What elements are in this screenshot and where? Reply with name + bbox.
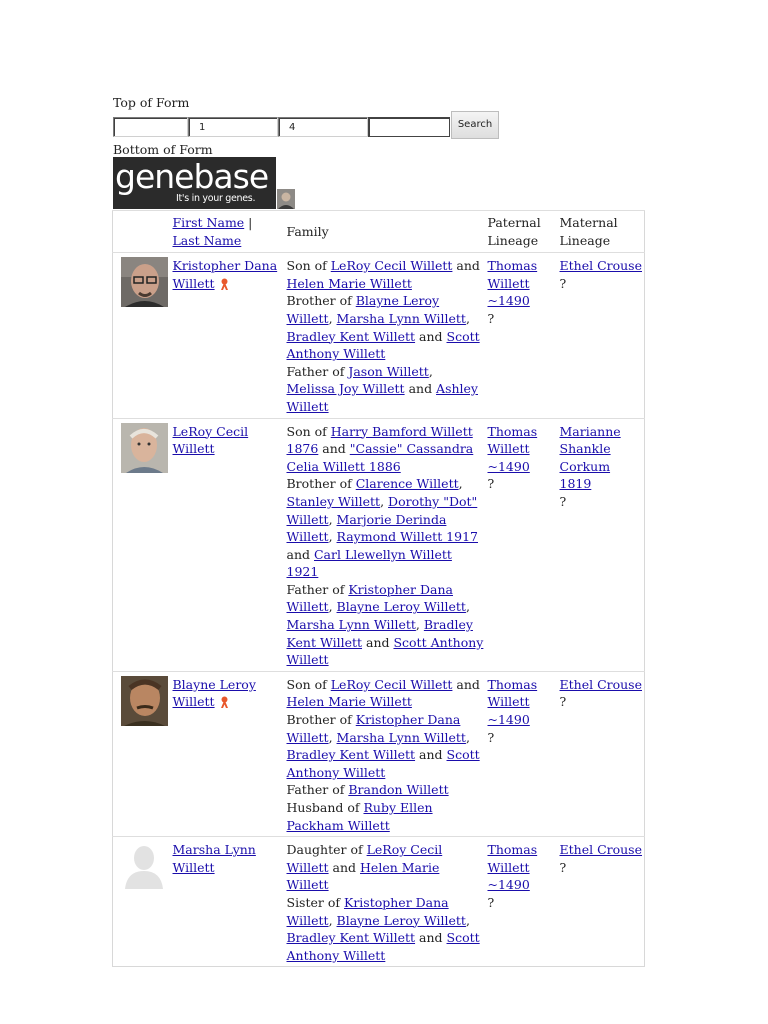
- family-text: and: [362, 634, 394, 650]
- paternal-unknown: ?: [487, 310, 495, 326]
- relative-link[interactable]: "Cassie" Cassandra Celia Willett 1886: [286, 441, 474, 474]
- maternal-lineage-link[interactable]: Ethel Crouse: [559, 676, 642, 692]
- header-family: Family: [285, 211, 486, 253]
- relative-link[interactable]: Ruby Ellen Packham Willett: [286, 800, 433, 833]
- family-text: ,: [428, 363, 433, 379]
- relative-link[interactable]: Helen Marie Willett: [286, 275, 412, 291]
- header-photo: [113, 211, 171, 253]
- relative-link[interactable]: Kristopher Dana Willett: [286, 712, 461, 745]
- paternal-cell: [486, 671, 558, 836]
- search-field-1[interactable]: [113, 117, 188, 137]
- table-row: [113, 253, 645, 418]
- relative-link[interactable]: Scott Anthony Willett: [286, 930, 480, 963]
- relative-link[interactable]: Bradley Kent Willett: [286, 328, 416, 344]
- paternal-cell: [486, 418, 558, 671]
- family-text: and: [415, 930, 447, 946]
- paternal-unknown: ?: [487, 476, 495, 492]
- person-name-link[interactable]: LeRoy Cecil Willett: [172, 423, 249, 457]
- family-text: ,: [465, 599, 470, 615]
- maternal-cell: [558, 418, 645, 671]
- family-text: Sister of: [286, 894, 344, 910]
- family-text: ,: [328, 511, 337, 527]
- name-cell: [171, 837, 285, 967]
- person-photo[interactable]: [121, 257, 168, 307]
- logo-photo-icon: [277, 189, 295, 209]
- relative-link[interactable]: Kristopher Dana Willett: [286, 894, 449, 928]
- sort-last-name-link[interactable]: Last Name: [172, 232, 242, 248]
- maternal-unknown: ?: [559, 275, 567, 291]
- family-text: Brother of: [286, 293, 356, 309]
- paternal-lineage-link[interactable]: Thomas Willett ~1490: [487, 423, 538, 474]
- relative-link[interactable]: Jason Willett: [348, 363, 429, 379]
- person-photo[interactable]: [121, 423, 168, 473]
- person-name-link[interactable]: Blayne Leroy Willett: [172, 676, 256, 710]
- family-text: Husband of: [286, 800, 364, 815]
- photo-cell: [113, 418, 171, 671]
- family-text: ,: [328, 529, 337, 545]
- person-photo[interactable]: [121, 676, 168, 726]
- relative-link[interactable]: Stanley Willett: [286, 493, 381, 509]
- sort-first-name-link[interactable]: First Name: [172, 215, 245, 230]
- paternal-cell: [486, 253, 558, 418]
- maternal-lineage-link[interactable]: Ethel Crouse: [559, 842, 642, 858]
- paternal-lineage-link[interactable]: Thomas Willett ~1490: [487, 842, 538, 893]
- search-field-2[interactable]: 1: [188, 117, 278, 137]
- family-text: ,: [328, 912, 337, 928]
- family-cell: [285, 253, 486, 418]
- maternal-unknown: ?: [559, 493, 567, 509]
- family-text: ,: [328, 729, 337, 745]
- dna-kit-icon[interactable]: [219, 696, 230, 709]
- relative-link[interactable]: LeRoy Cecil Willett: [330, 676, 453, 692]
- header-maternal: Maternal Lineage: [558, 211, 645, 253]
- logo-wordmark: genebase: [115, 157, 269, 196]
- family-text: and: [286, 546, 314, 562]
- family-text: ,: [380, 493, 389, 509]
- header-row: [113, 211, 645, 253]
- relative-link[interactable]: Marsha Lynn Willett: [336, 310, 466, 326]
- logo-tagline: It's in your genes.: [176, 193, 256, 204]
- family-text: Father of: [286, 782, 349, 798]
- relative-link[interactable]: Carl Llewellyn Willett 1921: [286, 546, 452, 580]
- relative-link[interactable]: Scott Anthony Willett: [286, 747, 480, 780]
- relative-link[interactable]: Bradley Kent Willett: [286, 930, 416, 946]
- relative-link[interactable]: LeRoy Cecil Willett: [286, 842, 443, 875]
- paternal-unknown: ?: [487, 729, 495, 745]
- relative-link[interactable]: Ashley Willett: [286, 381, 478, 414]
- bottom-of-form-label: Bottom of Form: [113, 142, 213, 157]
- family-cell: [285, 837, 486, 967]
- family-text: Father of: [286, 363, 349, 379]
- relative-link[interactable]: Clarence Willett: [355, 476, 459, 492]
- family-text: ,: [328, 599, 337, 615]
- search-form: [113, 115, 499, 139]
- maternal-lineage-link[interactable]: Ethel Crouse: [559, 258, 642, 274]
- paternal-unknown: ?: [487, 894, 495, 910]
- family-text: and: [318, 441, 350, 457]
- maternal-unknown: ?: [559, 694, 567, 710]
- family-text: and: [415, 747, 447, 763]
- photo-cell: [113, 253, 171, 418]
- relative-link[interactable]: Bradley Kent Willett: [286, 747, 416, 763]
- relative-link[interactable]: Bradley Kent Willett: [286, 617, 473, 650]
- name-cell: [171, 418, 285, 671]
- family-text: Father of: [286, 581, 349, 597]
- family-text: ,: [465, 729, 470, 745]
- relative-link[interactable]: Kristopher Dana Willett: [286, 581, 453, 615]
- photo-cell: [113, 671, 171, 836]
- relative-link[interactable]: Melissa Joy Willett: [286, 381, 405, 397]
- maternal-cell: [558, 837, 645, 967]
- paternal-lineage-link[interactable]: Thomas Willett ~1490: [487, 676, 538, 728]
- relative-link[interactable]: Scott Anthony Willett: [286, 328, 480, 362]
- family-text: ,: [415, 617, 424, 633]
- family-text: and: [328, 859, 361, 875]
- relative-link[interactable]: Blayne Leroy Willett: [286, 293, 440, 326]
- table-row: [113, 837, 645, 967]
- family-cell: [285, 418, 486, 671]
- family-text: Brother of: [286, 476, 356, 492]
- results-table: [112, 210, 645, 967]
- table-row: [113, 418, 645, 671]
- family-text: and: [404, 381, 437, 397]
- photo-cell: [113, 837, 171, 967]
- family-text: and: [452, 676, 480, 692]
- family-text: Son of: [286, 423, 331, 439]
- search-button[interactable]: Search: [451, 111, 499, 139]
- relative-link[interactable]: Dorothy "Dot" Willett: [286, 493, 478, 527]
- maternal-cell: [558, 671, 645, 836]
- person-name-link[interactable]: Kristopher Dana Willett: [172, 258, 278, 291]
- family-text: and: [415, 328, 447, 344]
- top-of-form-label: Top of Form: [113, 95, 190, 110]
- family-text: Son of: [286, 258, 331, 274]
- relative-link[interactable]: Marsha Lynn Willett: [336, 729, 466, 745]
- maternal-cell: [558, 253, 645, 418]
- header-separator: |: [244, 215, 253, 230]
- header-name: [171, 211, 285, 253]
- relative-link[interactable]: Harry Bamford Willett 1876: [286, 423, 473, 457]
- name-cell: [171, 253, 285, 418]
- header-paternal: Paternal Lineage: [486, 211, 558, 253]
- relative-link[interactable]: LeRoy Cecil Willett: [330, 258, 453, 274]
- relative-link[interactable]: Marsha Lynn Willett: [286, 617, 416, 633]
- search-field-4[interactable]: [368, 117, 450, 137]
- relative-link[interactable]: Raymond Willett 1917: [336, 529, 478, 545]
- family-cell: [285, 671, 486, 836]
- family-text: and: [452, 258, 480, 274]
- maternal-unknown: ?: [559, 859, 567, 875]
- paternal-cell: [486, 837, 558, 967]
- family-text: ,: [465, 912, 470, 928]
- search-field-3[interactable]: 4: [278, 117, 368, 137]
- person-name-link[interactable]: Marsha Lynn Willett: [172, 842, 256, 875]
- paternal-lineage-link[interactable]: Thomas Willett ~1490: [487, 258, 538, 309]
- table-row: [113, 671, 645, 836]
- dna-kit-icon[interactable]: [219, 278, 230, 291]
- genebase-logo[interactable]: [113, 157, 276, 209]
- relative-link[interactable]: Blayne Leroy Willett: [336, 599, 466, 615]
- relative-link[interactable]: Brandon Willett: [348, 782, 449, 798]
- maternal-lineage-link[interactable]: Marianne Shankle Corkum 1819: [559, 423, 621, 492]
- relative-link[interactable]: Scott Anthony Willett: [286, 634, 484, 668]
- name-cell: [171, 671, 285, 836]
- relative-link[interactable]: Helen Marie Willett: [286, 694, 412, 710]
- relative-link[interactable]: Marjorie Derinda Willett: [286, 511, 447, 545]
- family-text: ,: [328, 310, 337, 326]
- relative-link[interactable]: Blayne Leroy Willett: [336, 912, 466, 928]
- family-text: Brother of: [286, 712, 356, 728]
- relative-link[interactable]: Helen Marie Willett: [286, 859, 440, 893]
- family-text: Daughter of: [286, 842, 367, 858]
- family-text: Son of: [286, 676, 331, 692]
- person-photo-placeholder[interactable]: [121, 841, 168, 891]
- family-text: ,: [458, 476, 463, 492]
- family-text: ,: [465, 310, 470, 326]
